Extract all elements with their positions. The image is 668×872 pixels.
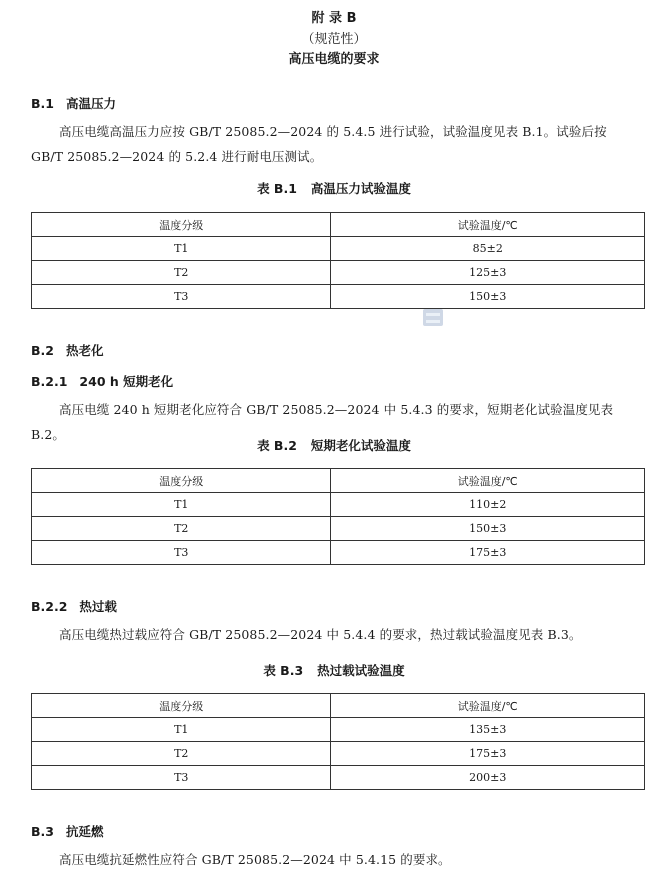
paragraph-b3: 高压电缆抗延燃性应符合 GB/T 25085.2—2024 中 5.4.15 的要求。 (59, 852, 451, 867)
appendix-nature: （规范性） (301, 32, 367, 47)
table-b3 (31, 693, 645, 790)
section-heading-b3 (31, 822, 104, 840)
section-title: 热过载 (79, 599, 117, 614)
table-cell: T1 (32, 493, 331, 517)
section-number: B.2 (31, 343, 54, 358)
table-cell: T3 (32, 541, 331, 565)
table-cell: 200±3 (331, 766, 645, 790)
section-title: 抗延燃 (65, 824, 104, 839)
paragraph-b21: 高压电缆 240 h 短期老化应符合 GB/T 25085.2—2024 中 5.4.3 的要求，短期老化试验温度见表 B.2。 (31, 402, 614, 442)
section-heading-b1 (31, 94, 116, 112)
table-caption-b3: 表 B.3 热过载试验温度 (263, 663, 405, 678)
section-heading-b22 (31, 597, 117, 615)
column-header: 温度分级 (32, 469, 331, 493)
table-caption-b2: 表 B.2 短期老化试验温度 (257, 438, 411, 453)
table-header-row (32, 213, 645, 237)
table-cell: 175±3 (331, 742, 645, 766)
section-heading-b2 (31, 341, 104, 359)
table-caption-b1: 表 B.1 高温压力试验温度 (257, 181, 411, 196)
paragraph-b22: 高压电缆热过载应符合 GB/T 25085.2—2024 中 5.4.4 的要求，热过载试验温度见表 B.3。 (59, 627, 582, 642)
table-cell: T3 (32, 285, 331, 309)
column-header: 试验温度/℃ (331, 469, 645, 493)
table-row (32, 517, 645, 541)
section-title: 高温压力 (65, 96, 116, 111)
table-cell: T2 (32, 517, 331, 541)
table-cell: T2 (32, 261, 331, 285)
column-header: 温度分级 (32, 694, 331, 718)
table-row (32, 541, 645, 565)
table-cell: T3 (32, 766, 331, 790)
table-row (32, 493, 645, 517)
section-title: 240 h 短期老化 (79, 374, 174, 389)
section-number: B.3 (31, 824, 54, 839)
table-header-row (32, 469, 645, 493)
appendix-label: 附 录 B (311, 11, 357, 26)
paragraph-b1 (31, 119, 651, 169)
section-number: B.1 (31, 96, 54, 111)
column-header: 试验温度/℃ (331, 694, 645, 718)
table-cell: T1 (32, 718, 331, 742)
appendix-title: 高压电缆的要求 (288, 52, 380, 67)
section-number: B.2.1 (31, 374, 68, 389)
column-header: 温度分级 (32, 213, 331, 237)
table-cell: 175±3 (331, 541, 645, 565)
table-b2 (31, 468, 645, 565)
table-cell: 85±2 (331, 237, 645, 261)
table-cell: 150±3 (331, 517, 645, 541)
table-row (32, 766, 645, 790)
table-cell: 135±3 (331, 718, 645, 742)
table-row (32, 742, 645, 766)
table-cell: T1 (32, 237, 331, 261)
section-title: 热老化 (65, 343, 104, 358)
paragraph-line: 高压电缆高温压力应按 GB/T 25085.2—2024 的 5.4.5 进行试验，试验温度见表 B.1。试验后按 (59, 124, 607, 139)
table-b1 (31, 212, 645, 309)
table-cell: 125±3 (331, 261, 645, 285)
table-row (32, 718, 645, 742)
watermark-icon (423, 309, 443, 326)
section-number: B.2.2 (31, 599, 68, 614)
table-cell: 150±3 (331, 285, 645, 309)
paragraph-line: GB/T 25085.2—2024 的 5.2.4 进行耐电压测试。 (31, 149, 323, 164)
section-heading-b21 (31, 372, 173, 390)
table-cell: 110±2 (331, 493, 645, 517)
table-cell: T2 (32, 742, 331, 766)
column-header: 试验温度/℃ (331, 213, 645, 237)
table-row (32, 285, 645, 309)
table-row (32, 237, 645, 261)
table-row (32, 261, 645, 285)
table-header-row (32, 694, 645, 718)
